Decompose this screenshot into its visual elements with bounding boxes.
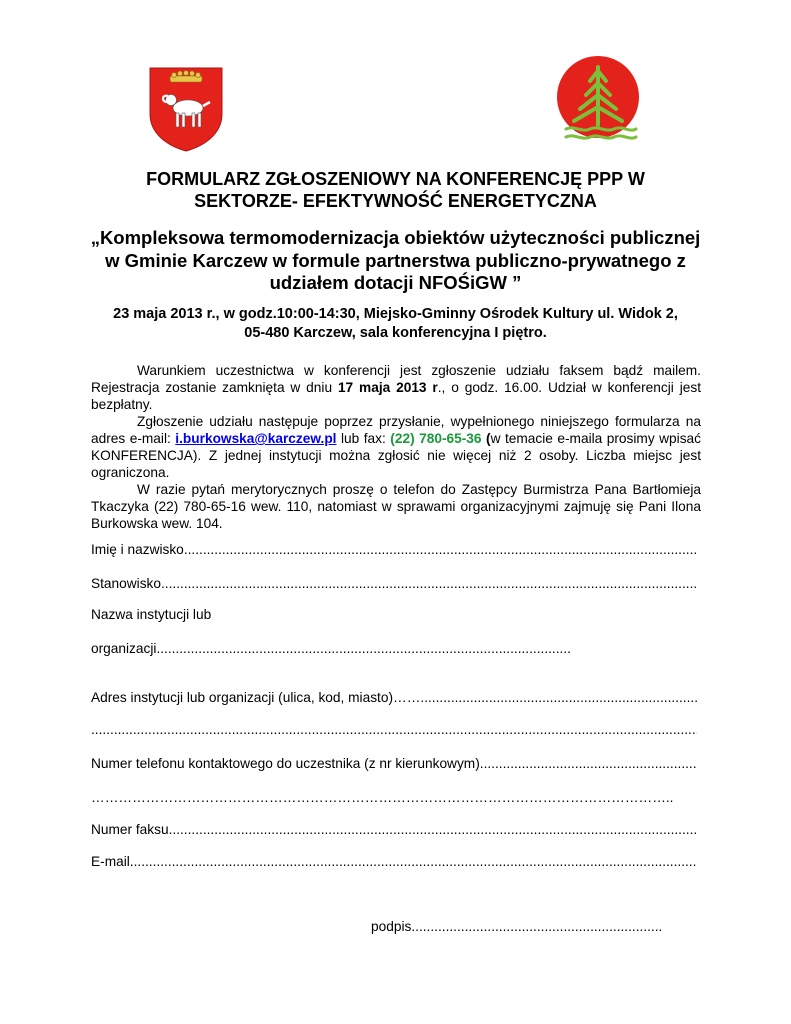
subtitle-line-2: w Gminie Karczew w formule partnerstwa publiczno-prywatnego z (105, 249, 686, 271)
conference-subtitle (0, 227, 791, 295)
registration-deadline: 17 maja 2013 r (337, 380, 438, 395)
position-label: Stanowisko (91, 576, 161, 591)
signature-field[interactable] (371, 918, 661, 935)
subtitle-line-3: udziałem dotacji NFOŚiGW ” (269, 272, 522, 293)
dateline-line-2: 05-480 Karczew, sala konferencyjna I piętro. (244, 325, 547, 341)
name-field[interactable] (91, 541, 697, 558)
institution-label-line (91, 606, 697, 623)
event-date-location (0, 305, 791, 343)
subtitle-line-1: „Kompleksowa termomodernizacja obiektów użyteczności publicznej (90, 227, 701, 248)
email-field[interactable] (91, 853, 697, 870)
signature-label: podpis (371, 919, 412, 934)
address-field[interactable] (91, 689, 697, 706)
form-title-line-1: FORMULARZ ZGŁOSZENIOWY NA KONFERENCJĘ PPP W (146, 169, 645, 189)
form-title-line-2: SEKTORZE- EFEKTYWNOŚĆ ENERGETYCZNA (194, 191, 597, 211)
contact-email-link[interactable]: i.burkowska@karczew.pl (175, 431, 337, 446)
institution-label-2: organizacji (91, 641, 157, 656)
name-label: Imię i nazwisko (91, 542, 184, 557)
form-title (0, 168, 791, 212)
karczew-coat-of-arms (148, 66, 224, 152)
institution-field[interactable] (91, 640, 571, 657)
dateline-line-1: 23 maja 2013 r., w godz.10:00-14:30, Miejsko-Gminny Ośrodek Kultury ul. Widok 2, (113, 306, 678, 322)
phone-continuation-dots: ……………………………………………………………………………………………………………….. (91, 790, 674, 805)
phone-label: Numer telefonu kontaktowego do uczestnika (z nr kierunkowym) (91, 756, 480, 771)
nfosigw-logo (554, 55, 644, 145)
institution-label-1: Nazwa instytucji lub (91, 607, 212, 622)
phone-continuation-field[interactable] (91, 789, 697, 806)
address-continuation-field[interactable] (91, 721, 697, 738)
instructions-paragraph-3: W razie pytań merytorycznych proszę o telefon do Zastępcy Burmistrza Pana Bartłomieja Tkaczyka (22) 780-65-16 wew. 110, natomiast w sprawami organizacyjnymi zajmuję się Pani Ilona Burkowska wew. 104. (91, 482, 701, 531)
position-field[interactable] (91, 575, 697, 592)
phone-field[interactable] (91, 755, 697, 772)
instructions-paragraph-2: Zgłoszenie udziału następuje poprzez przysłanie, wypełnionego niniejszego formularza na adres e-mail: i.burkowska@karczew.pl lub fax: (22) 780-65-36 (w temacie e-maila prosimy wpisać KONFERENCJA). Z jednej instytucji można zgłosić nie więcej niż 2 osoby. Liczba miejsc jest ograniczona. (91, 414, 701, 480)
instructions-paragraph-1: Warunkiem uczestnictwa w konferencji jest zgłoszenie udziału faksem bądź mailem. Rejestracja zostanie zamknięta w dniu 17 maja 2013 r., o godz. 16.00. Udział w konferencji jest bezpłatny. (91, 363, 701, 412)
fax-field[interactable] (91, 821, 697, 838)
address-label: Adres instytucji lub organizacji (ulica, kod, miasto)…… (91, 690, 421, 705)
fax-number: (22) 780-65-36 (390, 431, 482, 446)
fax-label: Numer faksu (91, 822, 169, 837)
email-label: E-mail (91, 854, 130, 869)
instructions (91, 362, 701, 532)
